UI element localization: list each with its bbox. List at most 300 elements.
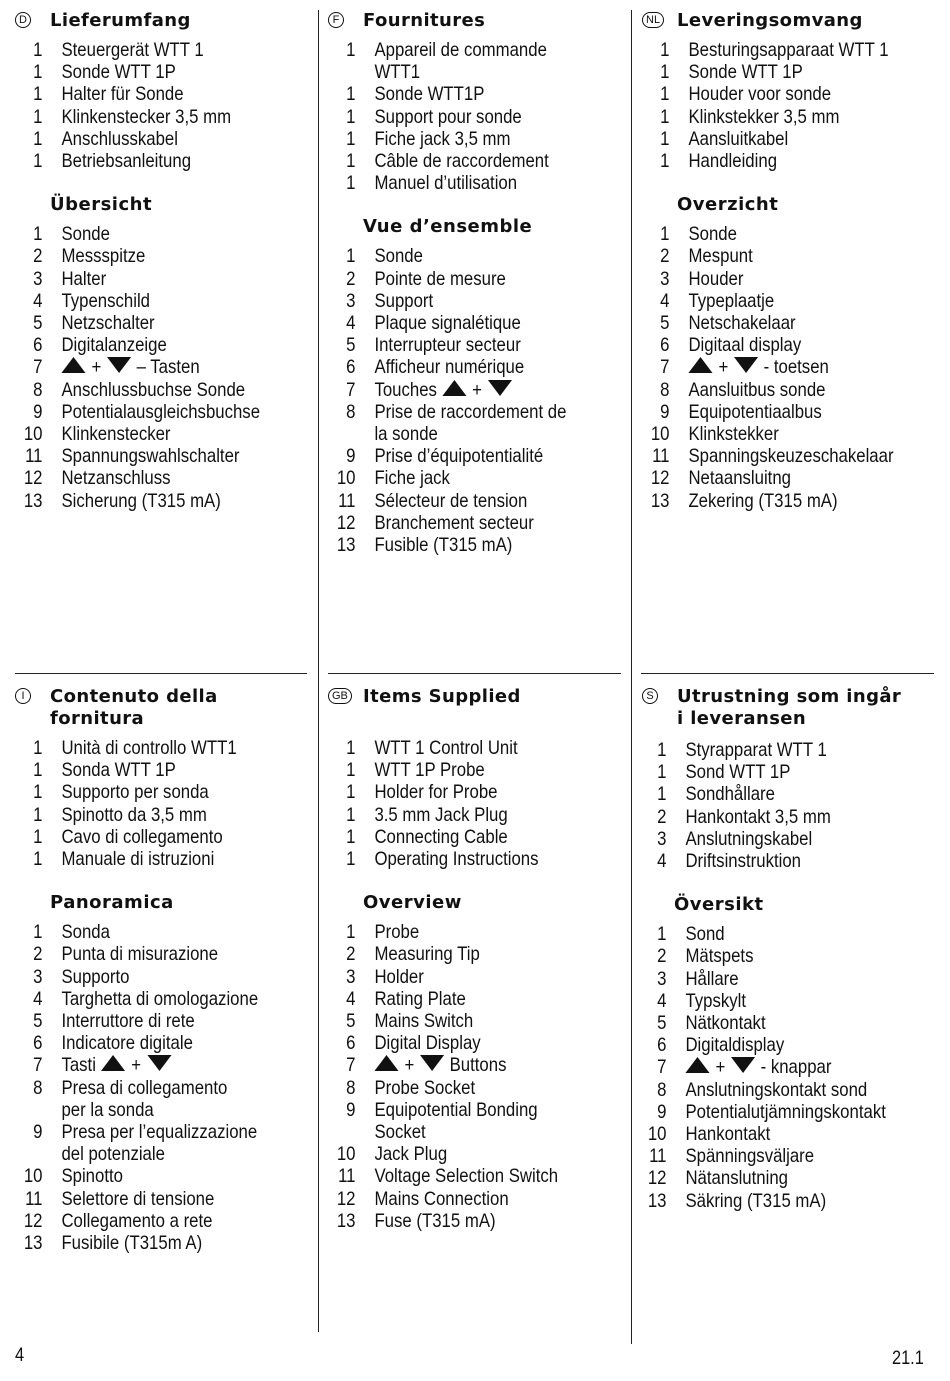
item-number: 1: [346, 39, 356, 61]
overview-heading: Overview: [363, 892, 462, 914]
list-item: [642, 334, 894, 356]
section-nl: [642, 10, 935, 512]
arrow-down-icon: [731, 1057, 755, 1073]
section-it: [15, 686, 298, 1254]
heading-text: Leveringsomvang: [677, 10, 863, 31]
section-heading: [328, 10, 605, 32]
list-item: [328, 737, 558, 759]
list-item: [642, 401, 894, 423]
item-number: 6: [660, 334, 670, 357]
item-number: 9: [346, 445, 356, 468]
item-text: Targhetta di omologazione: [61, 987, 259, 1010]
item-number: 5: [346, 1010, 356, 1033]
list-item: [15, 781, 258, 803]
item-text: Messspitze: [61, 245, 146, 268]
item-number: 11: [338, 489, 356, 512]
item-text: Support pour sonde: [374, 105, 522, 128]
item-text: Punta di misurazione: [61, 943, 219, 966]
item-number: 9: [657, 1100, 667, 1123]
item-text: Afficheur numérique: [374, 356, 525, 379]
list-item: [328, 445, 566, 467]
section-heading: [642, 10, 935, 32]
item-number: 12: [336, 511, 356, 534]
list-item: [328, 423, 566, 445]
item-number: 1: [660, 223, 670, 246]
list-item: [639, 1123, 886, 1145]
list-item: [15, 826, 258, 848]
section-gb: [328, 686, 596, 1232]
list-item: [15, 61, 260, 83]
item-text: Collegamento a rete: [61, 1209, 213, 1232]
item-text-suffix: – Tasten: [136, 356, 200, 379]
list-item: [639, 1167, 886, 1189]
list-item: [328, 826, 558, 848]
item-number: 1: [33, 921, 43, 944]
item-number: 1: [33, 127, 43, 150]
item-text-suffix: Buttons: [449, 1054, 507, 1077]
item-text: Presa per l’equalizzazione: [61, 1121, 258, 1144]
item-text: Probe: [374, 921, 420, 944]
item-text: Fusible (T315 mA): [374, 534, 513, 557]
list-item: [328, 921, 558, 943]
list-item: [15, 150, 260, 172]
list-item: [15, 423, 260, 445]
item-text: Nätanslutning: [685, 1167, 788, 1190]
item-number: 1: [33, 61, 43, 84]
item-number: 10: [23, 423, 43, 446]
list-item: [328, 1032, 558, 1054]
list-item: [328, 1210, 558, 1232]
overview-heading: Vue d’ensemble: [363, 216, 533, 238]
item-number: 1: [346, 781, 356, 804]
item-number: 5: [33, 1010, 43, 1033]
item-text: WTT 1 Control Unit: [374, 737, 518, 759]
item-number: 6: [657, 1034, 667, 1057]
item-text: Anslutningskontakt sond: [685, 1078, 868, 1101]
row-divider-left: [15, 673, 307, 674]
list-item: [15, 39, 260, 61]
section-se: [642, 686, 926, 1212]
item-text-suffix: - toetsen: [763, 356, 829, 379]
list-item: [642, 290, 894, 312]
item-number: 9: [33, 1121, 43, 1144]
section-heading: [328, 686, 596, 708]
list-item: [15, 334, 260, 356]
list-item: [328, 759, 558, 781]
item-text: Anslutningskabel: [685, 827, 813, 850]
item-text: Socket: [374, 1121, 426, 1144]
item-text: Spannungswahlschalter: [61, 445, 240, 468]
list-item: [15, 1232, 258, 1254]
item-text: Netzschalter: [61, 312, 155, 335]
list-item: [328, 1010, 558, 1032]
item-text: Typenschild: [61, 289, 151, 312]
item-number: 6: [33, 1032, 43, 1055]
item-number: 3: [657, 827, 667, 850]
list-item: [639, 1101, 886, 1123]
item-text: Sonde WTT 1P: [61, 61, 176, 84]
item-number: 3: [660, 267, 670, 290]
item-text-with-arrows: [685, 1056, 831, 1078]
section-heading: [15, 686, 298, 730]
item-number: 1: [346, 105, 356, 128]
item-text: Houder voor sonde: [688, 83, 832, 106]
item-text: Manuale di istruzioni: [61, 848, 215, 871]
list-item: [328, 1143, 558, 1165]
item-number: 12: [647, 1167, 667, 1190]
list-item: [15, 848, 258, 870]
list-item: [15, 245, 260, 267]
item-number: [15, 1099, 43, 1121]
item-number: 1: [33, 737, 43, 759]
list-item: [15, 1143, 258, 1165]
list-item: [642, 467, 894, 489]
item-text: Spänningsväljare: [685, 1145, 815, 1168]
item-text: Halter für Sonde: [61, 83, 184, 106]
item-text: Hankontakt 3,5 mm: [685, 805, 831, 828]
items-list: [639, 739, 926, 872]
list-item: [15, 1054, 258, 1076]
item-text: Sicherung (T315 mA): [61, 489, 221, 512]
list-item: [642, 490, 894, 512]
item-number: 11: [338, 1165, 356, 1188]
item-text: Zekering (T315 mA): [688, 489, 838, 512]
section-fr: [328, 10, 605, 556]
item-number: 4: [660, 289, 670, 312]
overview-list: [642, 223, 935, 512]
item-text: Houder: [688, 267, 744, 290]
list-item: [639, 1034, 886, 1056]
item-number: 7: [346, 1054, 356, 1077]
item-text: Netaansluitng: [688, 467, 791, 490]
item-text: Potentialutjämningskontakt: [685, 1100, 886, 1123]
list-item: [15, 379, 260, 401]
list-item: [15, 106, 260, 128]
language-badge: I: [15, 688, 31, 704]
list-item: [642, 39, 894, 61]
item-text: Holder: [374, 965, 424, 988]
list-item: [328, 150, 566, 172]
item-number: 9: [346, 1098, 356, 1121]
item-number: 7: [33, 356, 43, 379]
item-number: 13: [23, 489, 43, 512]
item-number: 6: [33, 334, 43, 357]
heading-text: Lieferumfang: [50, 10, 191, 31]
item-number: 3: [33, 965, 43, 988]
list-item: [328, 1054, 558, 1076]
list-item: [15, 921, 258, 943]
list-item: [642, 312, 894, 334]
item-number: 2: [33, 245, 43, 268]
list-item: [639, 945, 886, 967]
item-number: 11: [25, 1187, 43, 1210]
item-number: 4: [657, 850, 667, 873]
list-item: [15, 1165, 258, 1187]
list-item: [328, 379, 566, 401]
item-text-with-arrows: [61, 1054, 171, 1076]
item-text: Voltage Selection Switch: [374, 1165, 559, 1188]
language-badge: F: [328, 12, 344, 28]
list-item: [639, 739, 886, 761]
row-divider-middle: [328, 673, 621, 674]
item-number: 10: [647, 1123, 667, 1146]
items-list: [328, 39, 605, 194]
item-text: la sonde: [374, 423, 438, 446]
list-item: [15, 128, 260, 150]
item-text: Sond: [685, 923, 725, 946]
list-item: [328, 988, 558, 1010]
arrow-up-icon: [101, 1055, 125, 1071]
item-number: 1: [660, 105, 670, 128]
item-text: Säkring (T315 mA): [685, 1189, 827, 1212]
list-item: [328, 61, 566, 83]
item-number: 1: [33, 825, 43, 848]
section-heading: [642, 686, 926, 730]
item-number: 5: [657, 1012, 667, 1035]
item-text: WTT1: [374, 61, 421, 84]
list-item: [328, 1099, 558, 1121]
item-number: 1: [33, 759, 43, 782]
list-item: [15, 290, 260, 312]
item-text: Prise de raccordement de: [374, 400, 567, 423]
list-item: [642, 268, 894, 290]
item-text-prefix: Touches: [374, 378, 437, 401]
language-badge: NL: [642, 12, 664, 28]
list-item: [328, 534, 566, 556]
list-item: [15, 737, 258, 759]
language-badge: S: [642, 688, 658, 704]
plus-sign: +: [404, 1054, 415, 1077]
list-item: [15, 1099, 258, 1121]
list-item: [328, 490, 566, 512]
heading-text-line2: fornitura: [50, 708, 145, 729]
item-text: del potenziale: [61, 1143, 165, 1166]
list-item: [642, 445, 894, 467]
item-text-with-arrows: [374, 379, 512, 401]
item-number: 11: [649, 1145, 667, 1168]
item-number: 2: [657, 945, 667, 968]
list-item: [642, 423, 894, 445]
list-item: [642, 128, 894, 150]
list-item: [328, 804, 558, 826]
list-item: [642, 356, 894, 378]
column-divider-left: [318, 10, 319, 1332]
arrow-down-icon: [420, 1055, 444, 1071]
items-list: [642, 39, 935, 172]
column-divider-right: [631, 10, 632, 1344]
item-number: 13: [336, 534, 356, 557]
item-number: 1: [33, 781, 43, 804]
heading-text-line2: i leveransen: [677, 708, 807, 729]
item-text: Appareil de commande: [374, 39, 547, 61]
item-number: 8: [346, 1076, 356, 1099]
item-text: Sonde WTT 1P: [688, 61, 803, 84]
item-text: Rating Plate: [374, 987, 466, 1010]
item-text: Digitaldisplay: [685, 1034, 785, 1057]
item-text: Branchement secteur: [374, 511, 534, 534]
list-item: [639, 923, 886, 945]
item-number: 10: [336, 1143, 356, 1166]
item-number: 8: [33, 1076, 43, 1099]
item-number: 1: [657, 761, 667, 784]
item-text: Fiche jack 3,5 mm: [374, 127, 511, 150]
item-text: Interrupteur secteur: [374, 334, 521, 357]
item-text: Hållare: [685, 967, 739, 990]
list-item: [15, 966, 258, 988]
plus-sign: +: [718, 356, 729, 379]
item-number: 1: [660, 150, 670, 173]
item-number: 2: [660, 245, 670, 268]
item-text: Fuse (T315 mA): [374, 1209, 496, 1232]
section-de: [15, 10, 300, 512]
item-text: Sonde: [61, 223, 110, 246]
item-text: Klinkstekker: [688, 423, 779, 446]
item-text: Driftsinstruktion: [685, 850, 802, 873]
list-item: [15, 1032, 258, 1054]
item-number: 1: [346, 848, 356, 871]
item-number: 1: [660, 127, 670, 150]
list-item: [15, 1210, 258, 1232]
item-text: Probe Socket: [374, 1076, 476, 1099]
item-number: 1: [660, 39, 670, 61]
item-number: 10: [23, 1165, 43, 1188]
list-item: [15, 1077, 258, 1099]
item-number: 7: [33, 1054, 43, 1077]
item-number: 5: [660, 312, 670, 335]
list-item: [328, 1165, 558, 1187]
arrow-up-icon: [685, 1057, 709, 1073]
list-item: [328, 83, 566, 105]
page-number-left: 4: [15, 1345, 25, 1366]
language-badge: GB: [328, 688, 352, 704]
list-item: [15, 401, 260, 423]
item-text: Sonde: [374, 245, 423, 268]
item-number: 2: [657, 805, 667, 828]
item-text: Netschakelaar: [688, 312, 796, 335]
item-number: 1: [33, 105, 43, 128]
item-number: 13: [647, 1189, 667, 1212]
item-text-with-arrows: [374, 1054, 506, 1076]
list-item: [328, 966, 558, 988]
item-text: Pointe de mesure: [374, 267, 506, 290]
item-number: 5: [33, 312, 43, 335]
list-item: [328, 512, 566, 534]
overview-heading: Översikt: [674, 894, 764, 916]
list-item: [15, 1010, 258, 1032]
arrow-down-icon: [107, 357, 131, 373]
overview-list: [15, 223, 300, 512]
list-item: [642, 150, 894, 172]
item-number: 1: [660, 83, 670, 106]
list-item: [642, 106, 894, 128]
item-text: Sond WTT 1P: [685, 761, 791, 784]
item-number: [328, 61, 356, 83]
item-number: 12: [650, 467, 670, 490]
item-text: Fiche jack: [374, 467, 450, 490]
item-number: 7: [660, 356, 670, 379]
item-number: [328, 1121, 356, 1143]
item-text: Typeplaatje: [688, 289, 775, 312]
list-item: [328, 1077, 558, 1099]
arrow-down-icon: [734, 357, 758, 373]
overview-list: [639, 923, 926, 1212]
item-text: Netzanschluss: [61, 467, 171, 490]
list-item: [15, 1188, 258, 1210]
list-item: [328, 312, 566, 334]
item-text: Klinkenstecker: [61, 423, 171, 446]
list-item: [328, 467, 566, 489]
item-number: 4: [33, 987, 43, 1010]
item-number: 10: [650, 423, 670, 446]
item-text: Steuergerät WTT 1: [61, 39, 204, 61]
list-item: [328, 943, 558, 965]
item-text: Measuring Tip: [374, 943, 480, 966]
item-text: Betriebsanleitung: [61, 150, 192, 173]
item-text-prefix: Tasti: [61, 1054, 96, 1077]
item-text: Sonda WTT 1P: [61, 759, 176, 782]
item-number: 1: [657, 923, 667, 946]
item-text: Typskylt: [685, 989, 747, 1012]
list-item: [15, 759, 258, 781]
overview-list: [328, 921, 596, 1232]
item-text: Prise d’équipotentialité: [374, 445, 544, 468]
list-item: [15, 312, 260, 334]
item-number: 1: [660, 61, 670, 84]
arrow-up-icon: [442, 380, 466, 396]
list-item: [328, 1188, 558, 1210]
item-text: Supporto: [61, 965, 130, 988]
item-text: Halter: [61, 267, 107, 290]
item-text: Sélecteur de tension: [374, 489, 528, 512]
item-text: Mespunt: [688, 245, 753, 268]
heading-text: Items Supplied: [363, 686, 521, 707]
item-number: 8: [346, 400, 356, 423]
item-text: Mains Switch: [374, 1010, 474, 1033]
item-text: Handleiding: [688, 150, 778, 173]
list-item: [15, 467, 260, 489]
item-text: Nätkontakt: [685, 1012, 766, 1035]
item-text: Connecting Cable: [374, 825, 508, 848]
item-number: 1: [346, 759, 356, 782]
items-list: [328, 737, 596, 870]
item-text: Unità di controllo WTT1: [61, 737, 237, 759]
item-text: Holder for Probe: [374, 781, 498, 804]
list-item: [328, 268, 566, 290]
list-item: [639, 1056, 886, 1078]
item-number: 11: [652, 445, 670, 468]
item-text: Support: [374, 289, 434, 312]
list-item: [639, 828, 886, 850]
list-item: [328, 401, 566, 423]
item-number: 1: [346, 825, 356, 848]
item-text: Hankontakt: [685, 1123, 771, 1146]
item-text: Plaque signalétique: [374, 312, 521, 335]
list-item: [15, 223, 260, 245]
list-item: [642, 379, 894, 401]
item-number: 2: [346, 267, 356, 290]
list-item: [15, 83, 260, 105]
items-list: [15, 737, 298, 870]
list-item: [328, 356, 566, 378]
item-text: Manuel d’utilisation: [374, 172, 518, 195]
list-item: [642, 245, 894, 267]
item-number: 1: [33, 803, 43, 826]
item-number: 4: [346, 312, 356, 335]
item-text: Anschlussbuchse Sonde: [61, 378, 246, 401]
heading-text: Fournitures: [363, 10, 486, 31]
item-text: Styrapparat WTT 1: [685, 739, 827, 761]
item-number: 3: [346, 965, 356, 988]
